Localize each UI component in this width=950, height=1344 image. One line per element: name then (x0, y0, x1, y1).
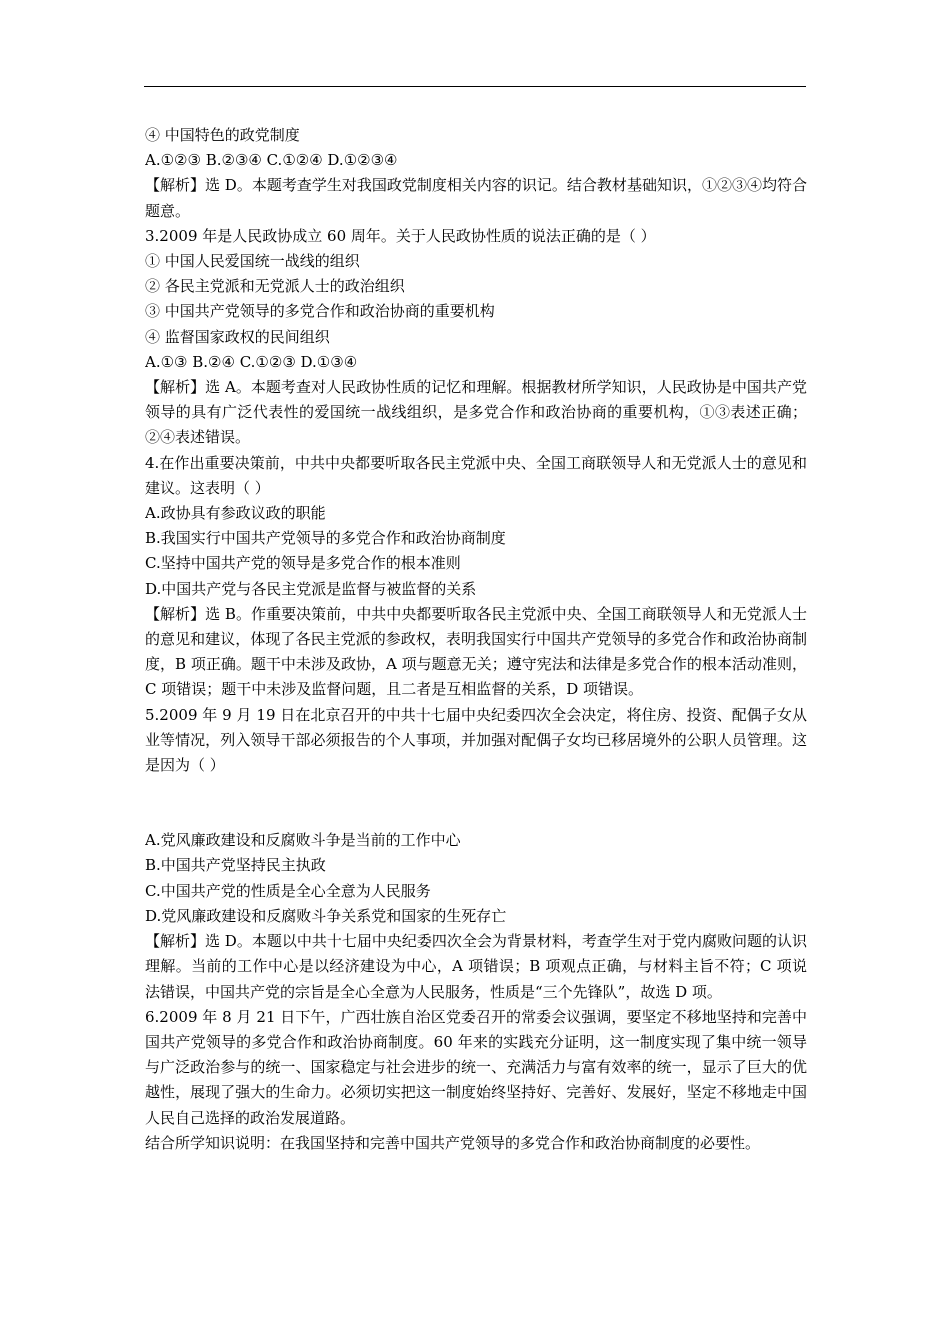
answer-choice: A.党风廉政建设和反腐败斗争是当前的工作中心 (145, 831, 461, 850)
question-stem: 3.2009 年是人民政协成立 60 周年。关于人民政协性质的说法正确的是（ ） (145, 226, 656, 245)
answer-choice: B.我国实行中国共产党领导的多党合作和政治协商制度 (145, 529, 506, 548)
answer-choice: A.政协具有参政议政的职能 (145, 504, 326, 523)
analysis-paragraph: 【解析】选 B。作重要决策前，中共中央都要听取各民主党派中央、全国工商联领导人和无党派人士的意见和建议，体现了各民主党派的参政权，表明我国实行中国共产党领导的多党合作和政治协商制度，B 项正确。题干中未涉及政协，A 项与题意无关；遵守宪法和法律是多党合作的根本活动准则，C 项错误；题干中未涉及监督问题，且二者是互相监督的关系，D 项错误。 (145, 604, 807, 699)
answer-choice: C.坚持中国共产党的领导是多党合作的根本准则 (145, 554, 461, 573)
option-item: ③ 中国共产党领导的多党合作和政治协商的重要机构 (145, 302, 495, 321)
answer-choices: A.①②③ B.②③④ C.①②④ D.①②③④ (145, 151, 398, 170)
option-item: ④ 中国特色的政党制度 (145, 126, 300, 144)
question-stem: 5.2009 年 9 月 19 日在北京召开的中共十七届中央纪委四次全会决定，将住房、投资、配偶子女从业等情况，列入领导干部必须报告的个人事项，并加强对配偶子女均已移居境外的公职人员管理。这是因为（ ） (145, 705, 807, 775)
answer-choices: A.①③ B.②④ C.①②③ D.①③④ (145, 352, 358, 371)
answer-choice: C.中国共产党的性质是全心全意为人民服务 (145, 881, 431, 900)
analysis-paragraph: 【解析】选 D。本题考查学生对我国政党制度相关内容的识记。结合教材基础知识，①②③④均符合题意。 (145, 176, 807, 220)
answer-choice: B.中国共产党坚持民主执政 (145, 856, 326, 875)
answer-choice: D.党风廉政建设和反腐败斗争关系党和国家的生死存亡 (145, 906, 507, 925)
document-body (145, 123, 807, 1156)
header-rule (144, 86, 806, 87)
question-prompt: 结合所学知识说明：在我国坚持和完善中国共产党领导的多党合作和政治协商制度的必要性。 (145, 1133, 761, 1152)
answer-choice: D.中国共产党与各民主党派是监督与被监督的关系 (145, 579, 477, 598)
blank-space (145, 778, 807, 828)
analysis-paragraph: 【解析】选 A。本题考查对人民政协性质的记忆和理解。根据教材所学知识，人民政协是中国共产党领导的具有广泛代表性的爱国统一战线组织，是多党合作和政治协商的重要机构，①③表述正确；②④表述错误。 (145, 378, 807, 447)
analysis-paragraph: 【解析】选 D。本题以中共十七届中央纪委四次全会为背景材料，考查学生对于党内腐败问题的认识理解。当前的工作中心是以经济建设为中心，A 项错误；B 项观点正确，与材料主旨不符；C 项说法错误，中国共产党的宗旨是全心全意为人民服务，性质是“三个先锋队”，故选 D 项。 (145, 932, 807, 1001)
question-stem: 4.在作出重要决策前，中共中央都要听取各民主党派中央、全国工商联领导人和无党派人士的意见和建议。这表明（ ） (145, 453, 807, 497)
option-item: ② 各民主党派和无党派人士的政治组织 (145, 277, 405, 296)
option-item: ① 中国人民爱国统一战线的组织 (145, 252, 360, 271)
option-item: ④ 监督国家政权的民间组织 (145, 327, 330, 346)
question-stem: 6.2009 年 8 月 21 日下午，广西壮族自治区党委召开的常委会议强调，要坚定不移地坚持和完善中国共产党领导的多党合作和政治协商制度。60 年来的实践充分证明，这一制度实现了集中统一领导与广泛政治参与的统一、国家稳定与社会进步的统一、充满活力与富有效率的统一，显示了巨大的优越性，展现了强大的生命力。必须切实把这一制度始终坚持好、完善好、发展好，坚定不移地走中国人民自己选择的政治发展道路。 (145, 1007, 807, 1127)
